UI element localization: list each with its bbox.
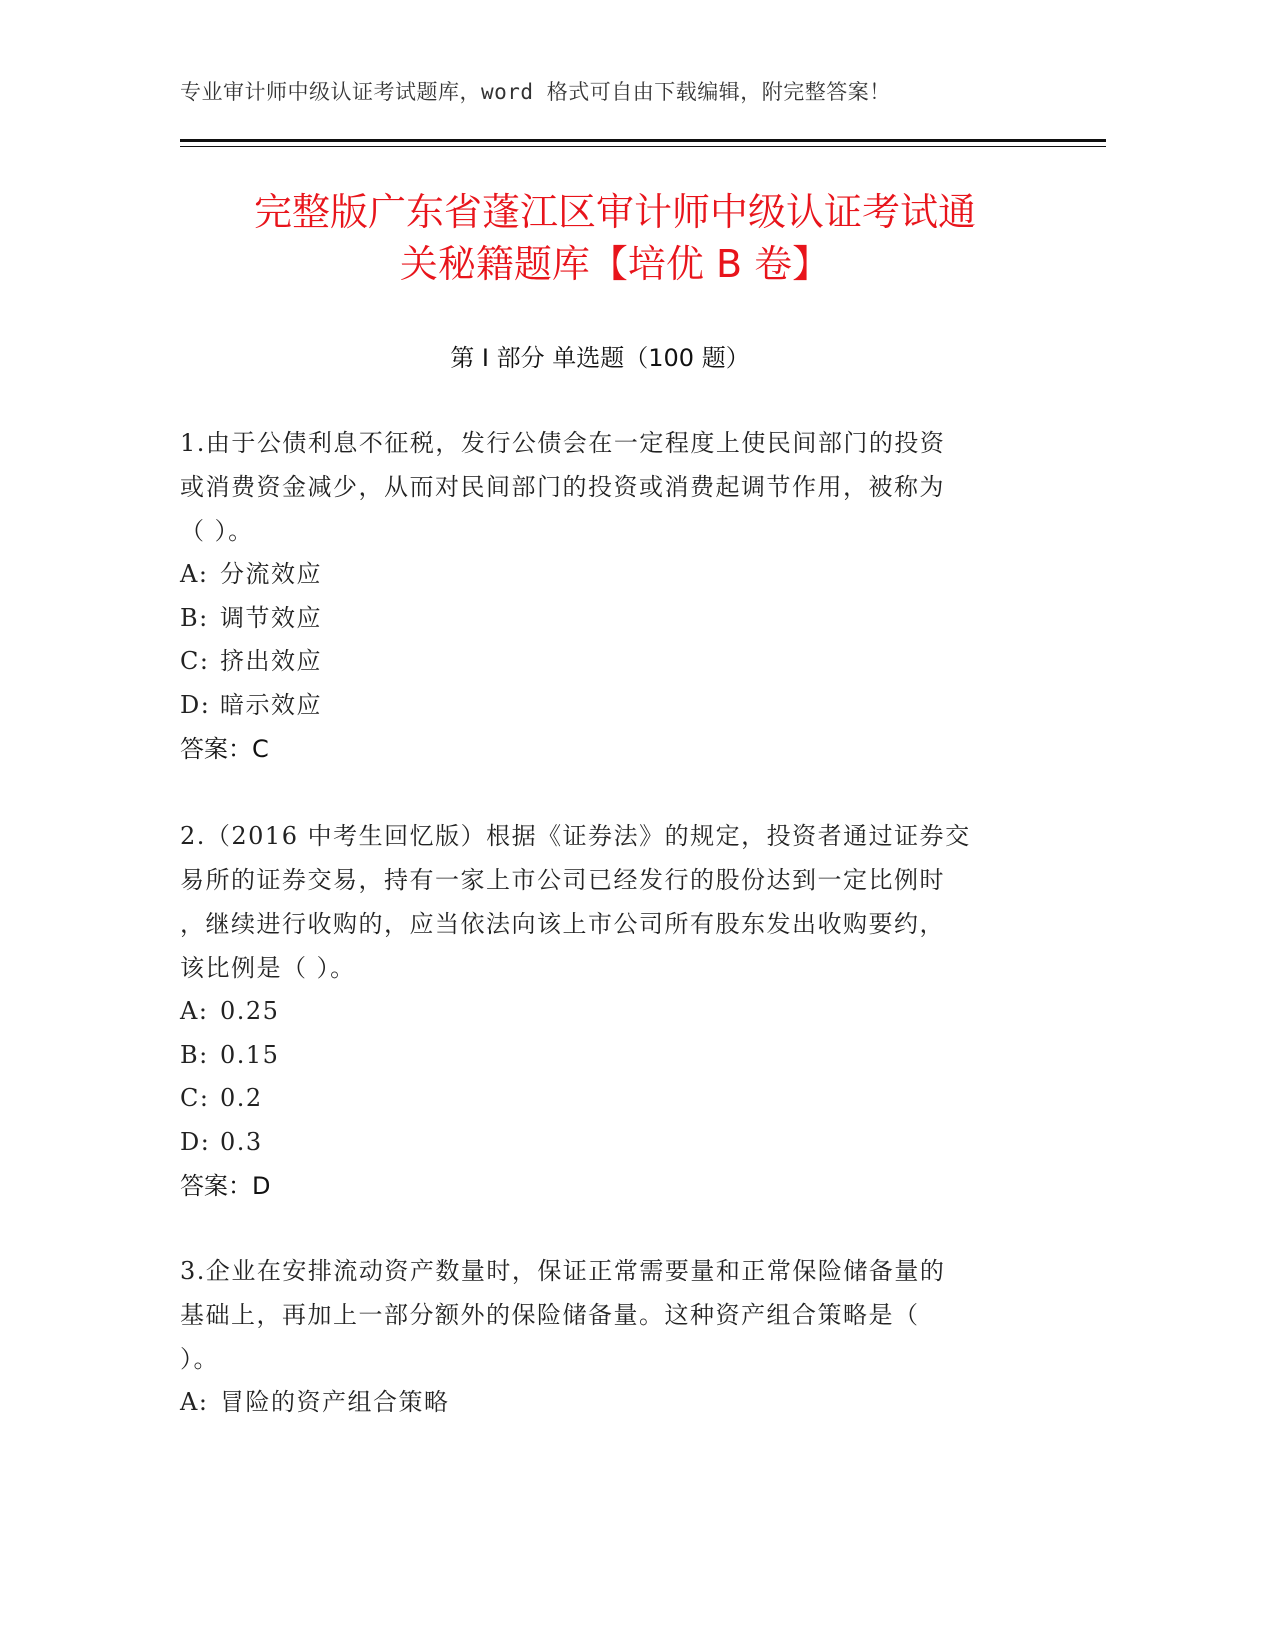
option-text: 冒险的资产组合策略: [220, 1388, 450, 1416]
title-line-2: 关秘籍题库【培优 B 卷】: [399, 242, 831, 286]
question-1: [180, 421, 1020, 771]
option-key: C:: [180, 1084, 210, 1112]
option-a: [180, 1381, 1020, 1425]
stem-line: 1.由于公债利息不征税，发行公债会在一定程度上使民间部门的投资: [180, 429, 946, 457]
option-text: 0.2: [220, 1084, 263, 1112]
option-key: A:: [180, 997, 209, 1025]
stem-line: 3.企业在安排流动资产数量时，保证正常需要量和正常保险储备量的: [180, 1257, 946, 1285]
title-line-1: 完整版广东省蓬江区审计师中级认证考试通: [253, 190, 976, 234]
question-2: [180, 814, 1020, 1208]
option-text: 调节效应: [220, 603, 322, 632]
stem-line: 或消费资金减少，从而对民间部门的投资或消费起调节作用，被称为: [180, 473, 945, 501]
stem-line: （ ）。: [180, 517, 254, 545]
stem-line: ）。: [180, 1345, 219, 1373]
option-b: [180, 1034, 1020, 1078]
stem-line: 易所的证券交易，持有一家上市公司已经发行的股份达到一定比例时: [180, 866, 945, 894]
option-b: [180, 597, 1020, 641]
option-key: A:: [180, 1388, 209, 1416]
option-text: 挤出效应: [220, 647, 322, 675]
question-stem: [180, 421, 1020, 553]
question-stem: [180, 814, 1020, 990]
section-heading: 第 I 部分 单选题（100 题）: [450, 344, 750, 372]
option-a: [180, 990, 1020, 1034]
question-3: [180, 1249, 1020, 1425]
option-key: B:: [180, 603, 209, 632]
option-key: D:: [180, 690, 211, 719]
header-rule-thick: [180, 139, 1106, 142]
option-key: D:: [180, 1127, 211, 1156]
option-a: [180, 553, 1020, 597]
option-c: [180, 1077, 1020, 1121]
option-text: 0.15: [220, 1040, 280, 1069]
question-stem: [180, 1249, 1020, 1381]
option-text: 0.25: [220, 997, 280, 1025]
option-key: C:: [180, 647, 210, 675]
document-title: [150, 186, 1080, 290]
option-c: [180, 640, 1020, 684]
stem-line: 2.（2016 中考生回忆版）根据《证券法》的规定，投资者通过证券交: [180, 822, 971, 850]
stem-line: 基础上，再加上一部分额外的保险储备量。这种资产组合策略是（: [180, 1301, 920, 1329]
option-text: 分流效应: [220, 560, 322, 588]
answer: 答案：C: [180, 735, 269, 763]
option-text: 0.3: [220, 1127, 263, 1156]
option-d: [180, 1121, 1020, 1165]
header-rule-thin: [180, 146, 1106, 147]
stem-line: 该比例是（ ）。: [180, 954, 356, 982]
option-text: 暗示效应: [220, 690, 322, 719]
stem-line: ，继续进行收购的，应当依法向该上市公司所有股东发出收购要约，: [180, 910, 945, 938]
option-key: A:: [180, 560, 209, 588]
option-key: B:: [180, 1040, 209, 1069]
option-d: [180, 684, 1020, 728]
answer: 答案：D: [180, 1172, 271, 1200]
header-note: 专业审计师中级认证考试题库，word 格式可自由下载编辑，附完整答案！: [180, 80, 891, 104]
